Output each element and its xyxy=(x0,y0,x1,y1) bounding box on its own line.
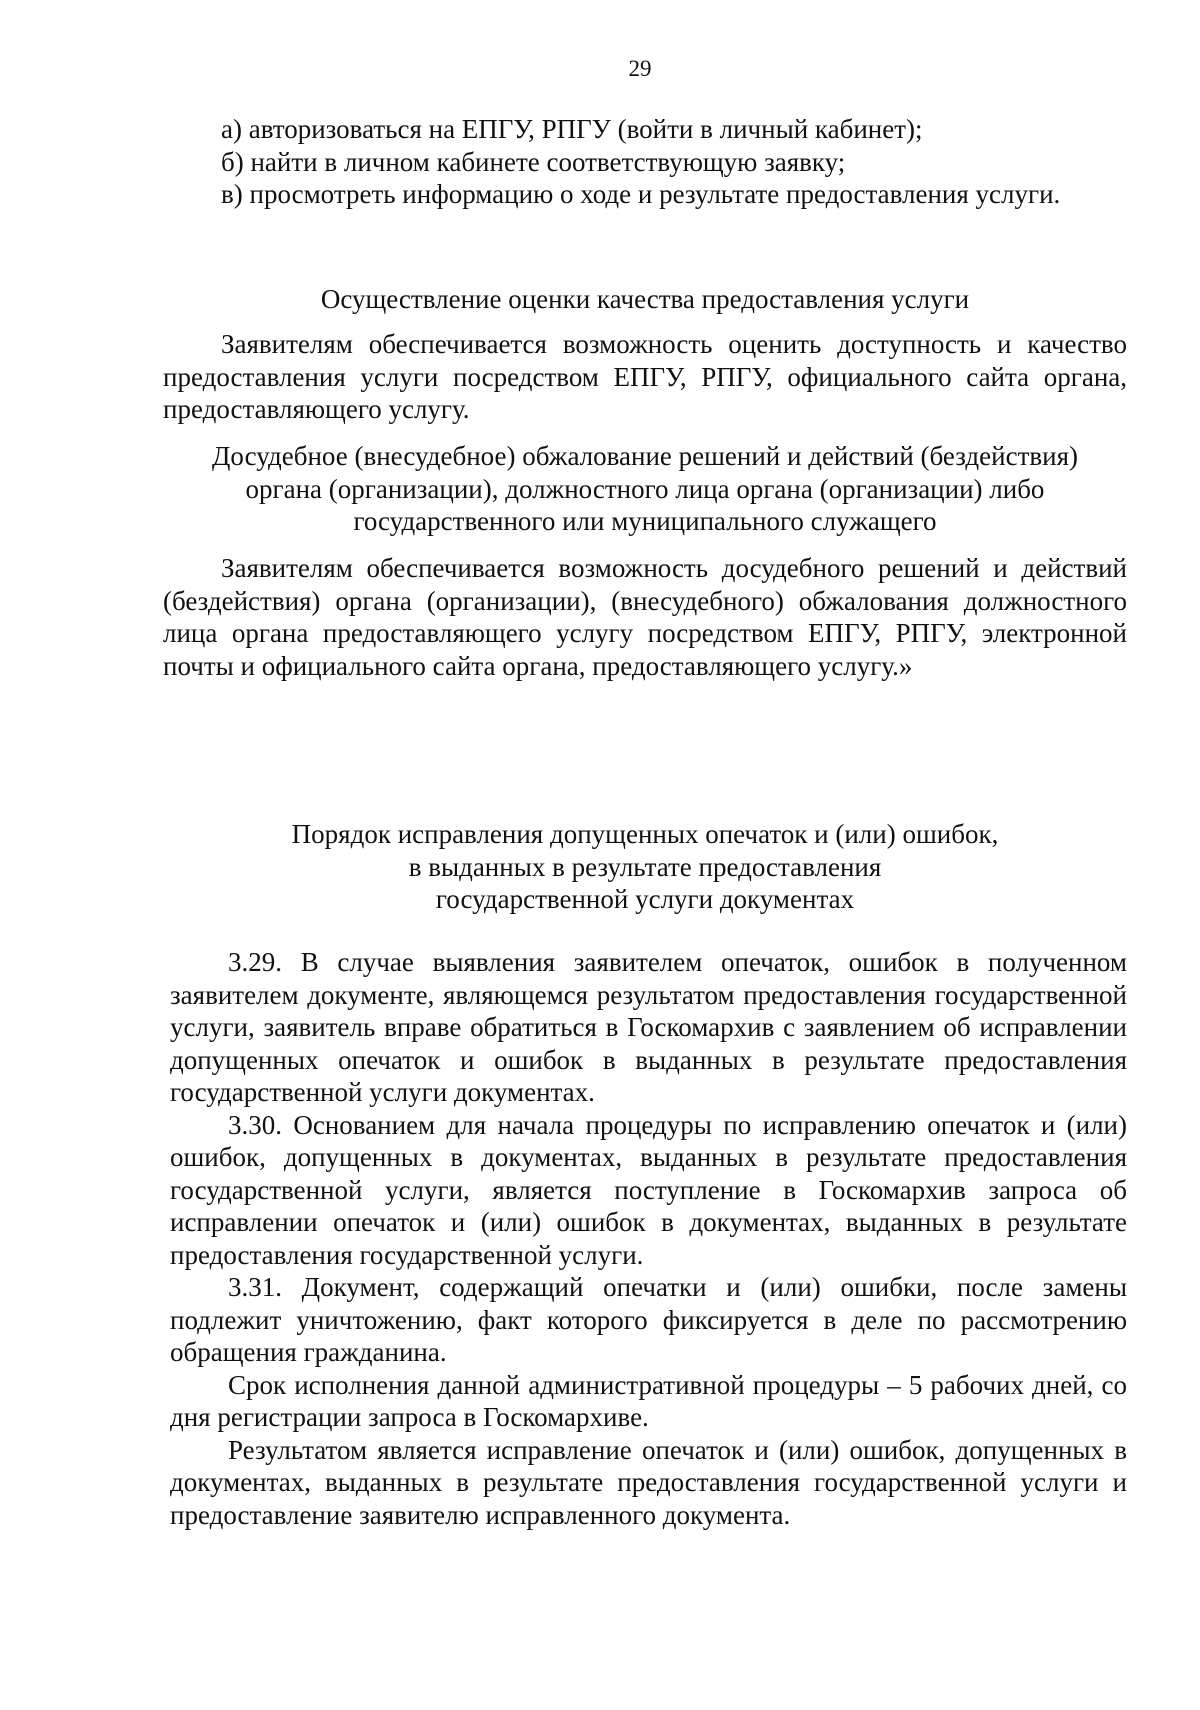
step-b: б) найти в личном кабинете соответствующую заявку; xyxy=(221,146,846,177)
heading-error-correction xyxy=(163,818,1127,916)
heading-error-correction-line-3: государственной услуги документах xyxy=(435,884,855,914)
paragraph-3-30: 3.30. Основанием для начала процедуры по исправлению опечаток и (или) ошибок, допущенных в документах, выданных в результате предоставления государственной услуги, является поступление в Госкомархив запроса об исправлении опечаток и (или) ошибок в документах, выданных в результате предоставления государственной услуги. xyxy=(170,1109,1127,1270)
step-a: а) авторизоваться на ЕПГУ, РПГУ (войти в личный кабинет); xyxy=(221,114,923,144)
step-c: в) просмотреть информацию о ходе и результате предоставления услуги. xyxy=(221,179,1061,209)
paragraph-pretrial-appeal: Заявителям обеспечивается возможность досудебного решений и действий (бездействия) органа (организации), (внесудебного) обжалования должностного лица органа предоставляющего услугу посредством ЕПГУ, РПГУ, электронной почты и официального сайта органа, предоставляющего услугу.» xyxy=(163,553,1127,681)
heading-pretrial-appeal-line-1: Досудебное (внесудебное) обжалование решений и действий (бездействия) xyxy=(212,441,1078,471)
paragraph-quality-assessment: Заявителям обеспечивается возможность оценить доступность и качество предоставления услуги посредством ЕПГУ, РПГУ, официального сайта органа, предоставляющего услугу. xyxy=(163,329,1127,424)
error-correction-section xyxy=(170,946,1127,1531)
page-number: 29 xyxy=(628,56,652,81)
paragraph-deadline: Срок исполнения данной административной процедуры – 5 рабочих дней, со дня регистрации запроса в Госкомархиве. xyxy=(170,1369,1127,1432)
heading-error-correction-line-2: в выданных в результате предоставления xyxy=(408,851,882,882)
paragraph-result: Результатом является исправление опечаток и (или) ошибок, допущенных в документах, выданных в результате предоставления государственной услуги и предоставление заявителю исправленного документа. xyxy=(170,1434,1127,1530)
heading-quality-assessment: Осуществление оценки качества предоставления услуги xyxy=(320,284,970,314)
heading-pretrial-appeal xyxy=(150,440,1140,538)
service-status-steps xyxy=(163,113,1127,211)
heading-error-correction-line-1: Порядок исправления допущенных опечаток и (или) ошибок, xyxy=(291,819,999,849)
paragraph-3-29: 3.29. В случае выявления заявителем опечаток, ошибок в полученном заявителем документе, являющемся результатом предоставления государственной услуги, заявитель вправе обратиться в Госкомархив с заявлением об исправлении допущенных опечаток и ошибок в выданных в результате предоставления государственной услуги документах. xyxy=(170,947,1127,1107)
heading-pretrial-appeal-line-2: органа (организации), должностного лица органа (организации) либо xyxy=(245,473,1045,504)
heading-pretrial-appeal-line-3: государственного или муниципального служащего xyxy=(353,506,937,536)
paragraph-3-31: 3.31. Документ, содержащий опечатки и (или) ошибки, после замены подлежит уничтожению, факт которого фиксируется в деле по рассмотрению обращения гражданина. xyxy=(170,1272,1127,1367)
